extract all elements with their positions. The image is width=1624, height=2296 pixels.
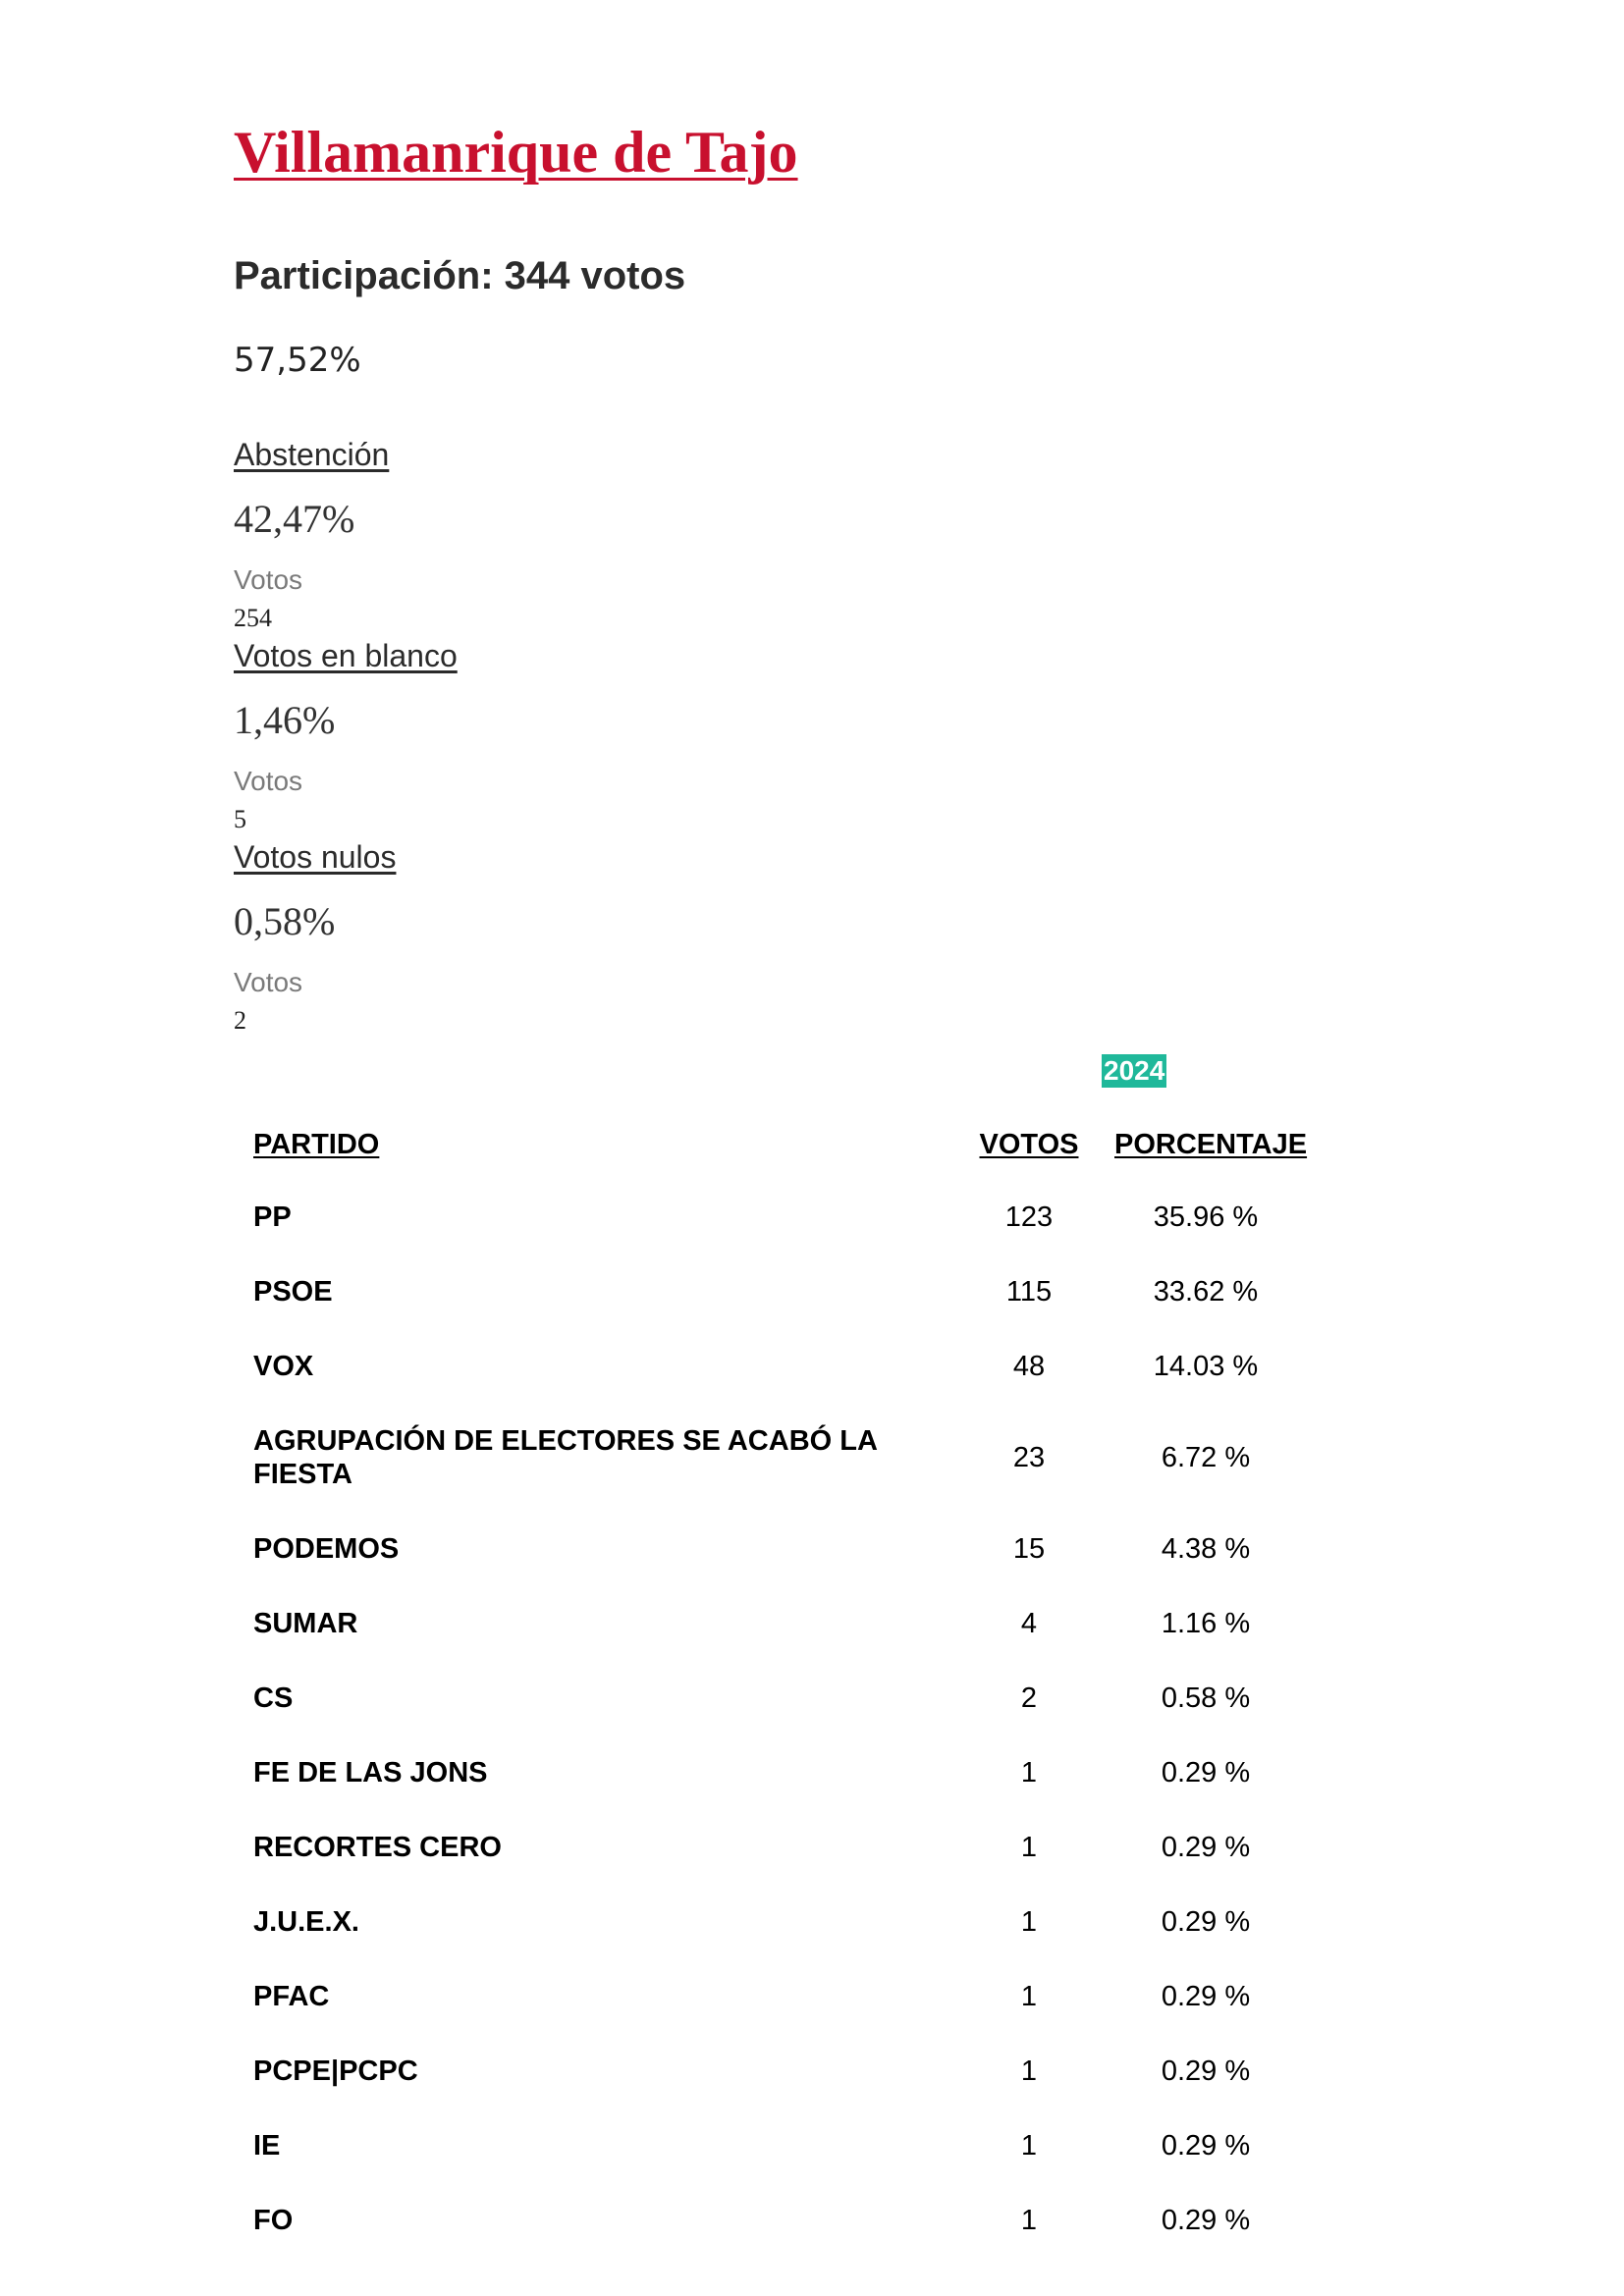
votes-cell: 1 <box>1020 1905 1038 1938</box>
votes-cell: 1 <box>1020 1980 1038 2012</box>
blank-votes-percent: 1,46% <box>234 698 336 742</box>
null-votes-votes-label: Votos <box>234 967 303 997</box>
results-table-body <box>234 1180 1353 2258</box>
votes-cell: 115 <box>1005 1275 1053 1308</box>
null-votes-value: 2 <box>234 1006 246 1035</box>
abstention-votes-value: 254 <box>234 604 272 632</box>
percent-cell: 35.96 % <box>1153 1201 1259 1233</box>
percent-cell: 0.29 % <box>1161 1905 1251 1938</box>
party-name-cell: J.U.E.X. <box>253 1906 359 1938</box>
table-row <box>234 2109 1353 2183</box>
table-row <box>234 1180 1353 1255</box>
party-name-cell: VOX <box>253 1351 314 1382</box>
percent-cell: 1.16 % <box>1161 1607 1251 1639</box>
blank-votes-value: 5 <box>234 805 246 833</box>
table-row <box>234 1810 1353 1885</box>
results-table-header <box>234 1109 1353 1180</box>
abstention-votes-label: Votos <box>234 564 303 595</box>
header-partido: PARTIDO <box>253 1129 380 1160</box>
party-name-cell: RECORTES CERO <box>253 1832 502 1863</box>
table-row <box>234 1255 1353 1329</box>
results-table <box>234 1109 1353 2258</box>
participation-percent: 57,52% <box>234 341 361 380</box>
table-row <box>234 1735 1353 1810</box>
votes-cell: 23 <box>1012 1441 1046 1473</box>
table-row <box>234 2183 1353 2258</box>
percent-cell: 0.58 % <box>1161 1682 1251 1714</box>
percent-cell: 0.29 % <box>1161 1980 1251 2012</box>
votes-cell: 15 <box>1012 1532 1046 1565</box>
header-votos: VOTOS <box>979 1128 1079 1160</box>
abstention-percent: 42,47% <box>234 497 355 541</box>
percent-cell: 0.29 % <box>1161 2204 1251 2236</box>
percent-cell: 0.29 % <box>1161 2055 1251 2087</box>
votes-cell: 1 <box>1020 1756 1038 1789</box>
abstention-label[interactable]: Abstención <box>234 437 390 472</box>
party-name-cell: PCPE|PCPC <box>253 2056 418 2087</box>
blank-votes-votes-label: Votos <box>234 766 303 796</box>
null-votes-label[interactable]: Votos nulos <box>234 839 397 875</box>
percent-cell: 4.38 % <box>1161 1532 1251 1565</box>
percent-cell: 14.03 % <box>1153 1350 1259 1382</box>
party-name-cell: PFAC <box>253 1981 330 2012</box>
votes-cell: 2 <box>1020 1682 1038 1714</box>
percent-cell: 0.29 % <box>1161 1756 1251 1789</box>
percent-cell: 0.29 % <box>1161 2129 1251 2162</box>
year-badge: 2024 <box>1104 1055 1165 1086</box>
table-row <box>234 1404 1353 1512</box>
percent-cell: 33.62 % <box>1153 1275 1259 1308</box>
party-name-cell: IE <box>253 2130 281 2162</box>
votes-cell: 48 <box>1012 1350 1046 1382</box>
table-row <box>234 1329 1353 1404</box>
party-name-cell: FO <box>253 2205 294 2236</box>
party-name-cell: PODEMOS <box>253 1533 400 1565</box>
table-row <box>234 1959 1353 2034</box>
votes-cell: 123 <box>1004 1201 1054 1233</box>
percent-cell: 6.72 % <box>1161 1441 1251 1473</box>
table-row <box>234 1885 1353 1959</box>
table-row <box>234 1661 1353 1735</box>
party-name-cell: FE DE LAS JONS <box>253 1757 488 1789</box>
party-name-cell: SUMAR <box>253 1608 358 1639</box>
blank-votes-label[interactable]: Votos en blanco <box>234 638 458 673</box>
participation-heading: Participación: 344 votos <box>234 254 686 297</box>
party-name-cell: PSOE <box>253 1276 333 1308</box>
party-name-cell: AGRUPACIÓN DE ELECTORES SE ACABÓ LA FIESTA <box>253 1425 877 1490</box>
page-title[interactable]: Villamanrique de Tajo <box>234 120 798 185</box>
null-votes-percent: 0,58% <box>234 899 336 943</box>
table-row <box>234 1512 1353 1586</box>
votes-cell: 1 <box>1020 2129 1038 2162</box>
votes-cell: 1 <box>1020 2204 1038 2236</box>
votes-cell: 1 <box>1020 2055 1038 2087</box>
table-row <box>234 1586 1353 1661</box>
header-porcentaje: PORCENTAJE <box>1114 1128 1308 1160</box>
votes-cell: 4 <box>1020 1607 1038 1639</box>
table-row <box>234 2034 1353 2109</box>
percent-cell: 0.29 % <box>1161 1831 1251 1863</box>
votes-cell: 1 <box>1020 1831 1038 1863</box>
party-name-cell: PP <box>253 1201 292 1233</box>
party-name-cell: CS <box>253 1682 294 1714</box>
